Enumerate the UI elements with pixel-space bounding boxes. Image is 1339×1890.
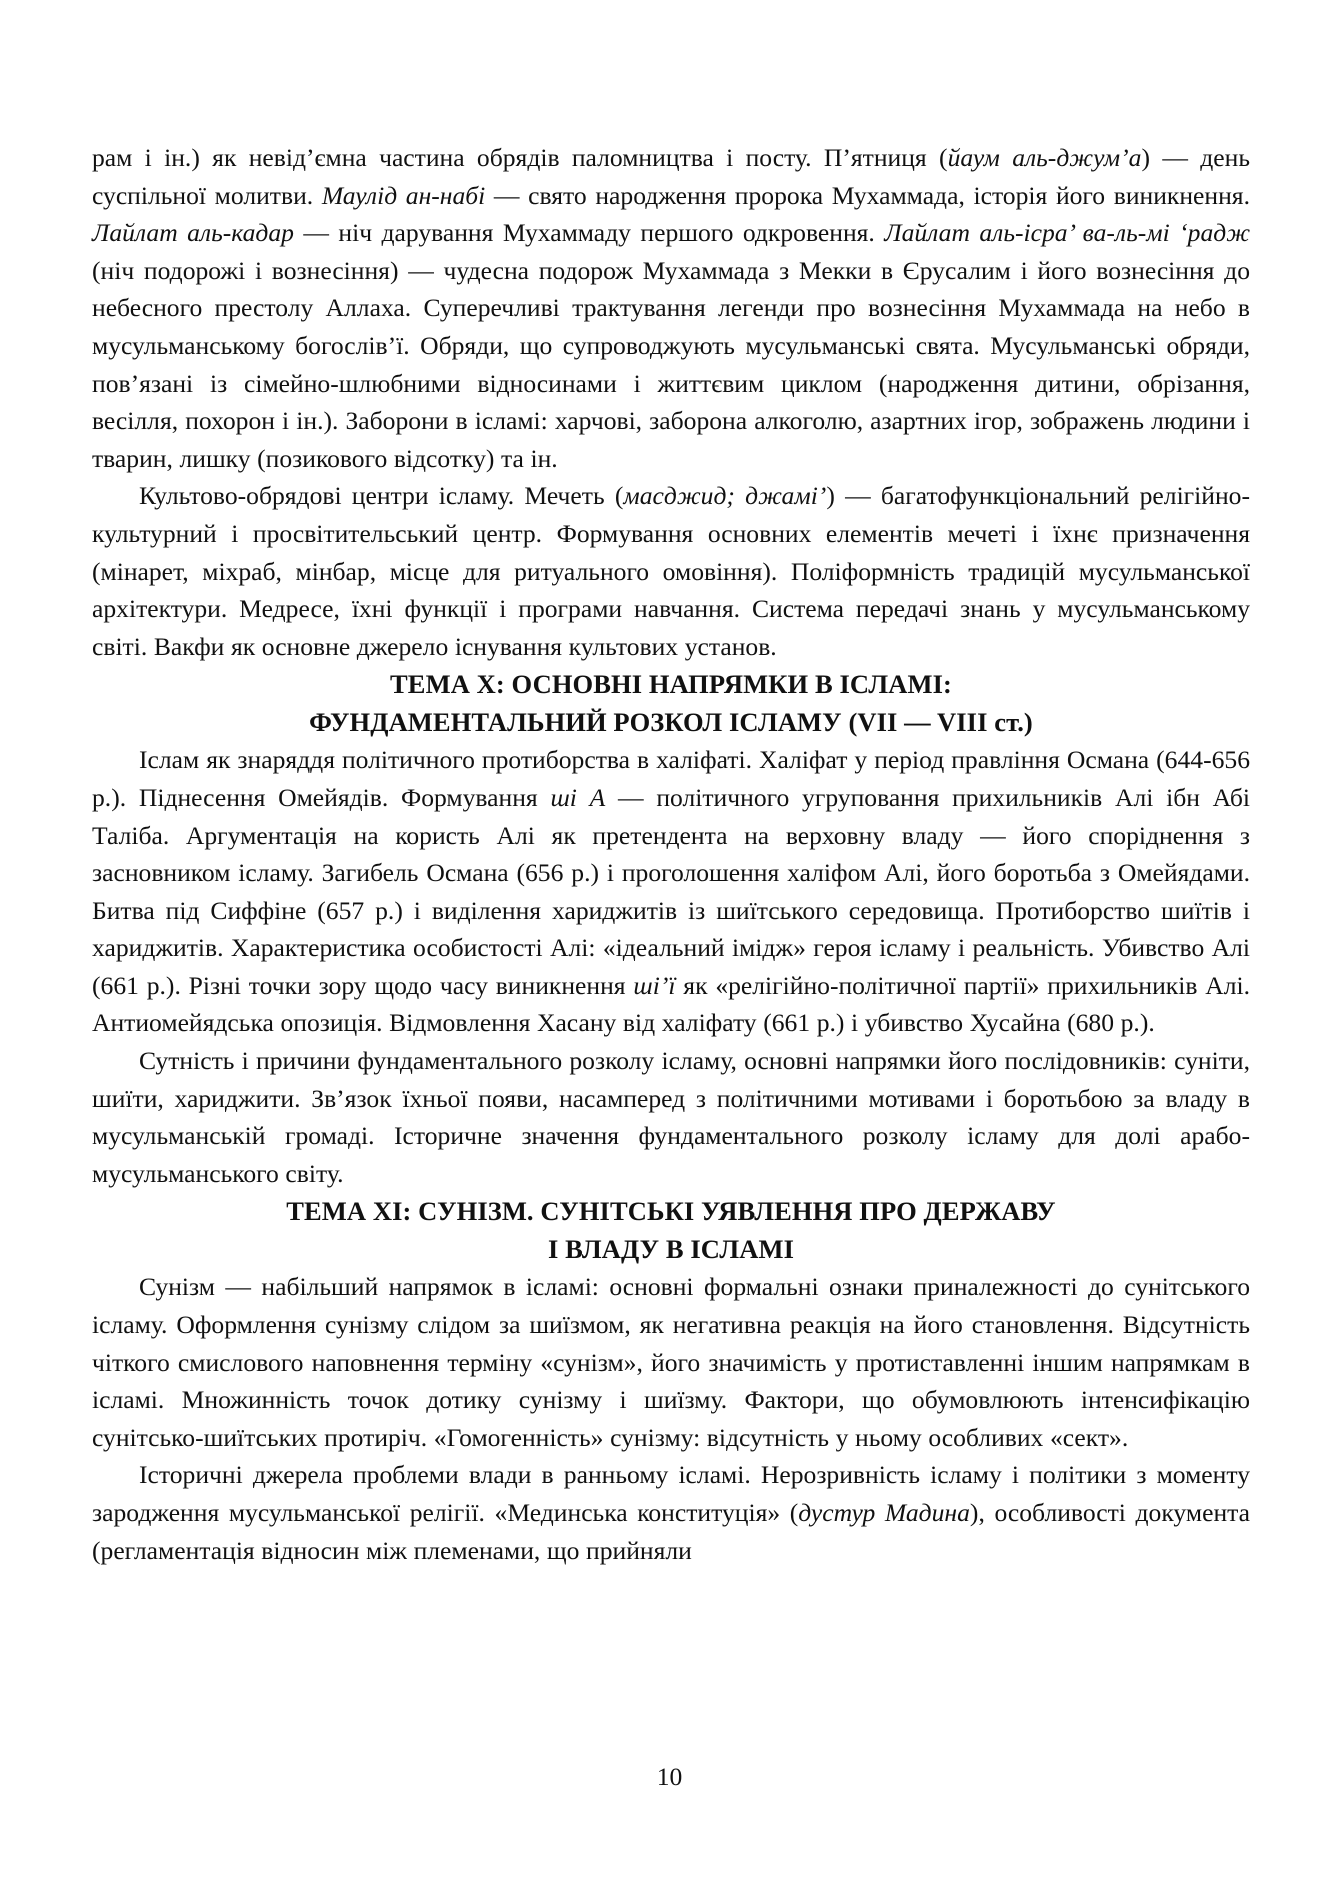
heading-tema-x-line-2: ФУНДАМЕНТАЛЬНИЙ РОЗКОЛ ІСЛАМУ (VII — VIII ст.) (309, 707, 1033, 738)
arabic-term-shia: ші А (550, 782, 606, 812)
arabic-term-laylat-al-isra: Лайлат аль-ісра’ ва-ль-мі ‘радж (884, 218, 1251, 248)
paragraph-rites-and-holidays (92, 139, 1250, 477)
heading-tema-x-line-1: ТЕМА X: ОСНОВНІ НАПРЯМКИ В ІСЛАМІ: (390, 669, 952, 700)
paragraph-text-run: (ніч подорожі і вознесіння) — чудесна подорож Мухаммада з Мекки в Єрусалим і його вознесіння до небесного престолу Аллаха. Суперечливі трактування легенди про вознесіння Мухаммада на небо в мусульманському богослів’ї. Обряди, що супроводжують мусульманські свята. Мусульманські обряди, пов’язані із сімейно-шлюбними відносинами і життєвим циклом (народження дитини, обрізання, весілля, похорон і ін.). Заборони в ісламі: харчові, заборона алкоголю, азартних ігор, зображень людини і тварин, лишку (позикового відсотку) та ін. (92, 255, 1250, 473)
arabic-term-shii: ші’ї (633, 970, 676, 1000)
heading-tema-xi-line-1: ТЕМА XI: СУНІЗМ. СУНІТСЬКІ УЯВЛЕННЯ ПРО ДЕРЖАВУ (286, 1196, 1056, 1227)
heading-tema-xi-line-2: І ВЛАДУ В ІСЛАМІ (547, 1234, 794, 1265)
paragraph-sunnism-overview: Сунізм — набільший напрямок в ісламі: основні формальні ознаки приналежності до сунітського ісламу. Оформлення сунізму слідом за шиїзмом, як негативна реакція на його становлення. Відсутність чіткого смислового наповнення терміну «сунізм», його значимість у протиставленні іншим напрямкам в ісламі. Множинність точок дотику сунізму і шиїзму. Фактори, що обумовлюють інтенсифікацію сунітсько-шиїтських протиріч. «Гомогенність» сунізму: відсутність у ньому особливих «сект». (92, 1272, 1250, 1452)
paragraph-text-run: — свято народження пророка Мухаммада, історія його виникнення. (485, 180, 1250, 210)
paragraph-text-run: ) — багатофункціональний релігійно-культурний і просвітительський центр. Формування основних елементів мечеті і їхнє призначення (мінарет, міхраб, мінбар, місце для ритуального омовіння). Поліформність традицій мусульманської архітектури. Медресе, їхні функції і програми навчання. Система передачі знань у мусульманському світі. Вакфи як основне джерело існування культових установ. (92, 481, 1250, 661)
paragraph-cult-centers (92, 477, 1250, 665)
heading-tema-xi (92, 1192, 1250, 1268)
arabic-term-dustur-madina: дустур Мадина (798, 1498, 970, 1527)
arabic-term-mawlid-an-nabi: Маулід ан-набі (321, 180, 486, 210)
arabic-term-yaum-al-jumaa: йаум аль-джум’а (947, 143, 1142, 172)
paragraph-text-run: Іслам як знаряддя політичного протиборства в халіфаті. Халіфат у період правління Османа (644-656 р.). Піднесення Омейядів. Формування (92, 745, 1250, 812)
paragraph-text-run: ), особливості документа (регламентація відносин між племенами, що прийняли (92, 1498, 1250, 1565)
paragraph-text-run: ) — день суспільної молитви. (92, 143, 1250, 210)
paragraph-text-run: — політичного угруповання прихильників Алі ібн Абі Таліба. Аргументація на користь Алі як претендента на верховну владу — його споріднення з засновником ісламу. Загибель Османа (656 р.) і проголошення халіфом Алі, його боротьба з Омейядами. Битва під Сиффіне (657 р.) і виділення хариджитів із шиїтського середовища. Протиборство шиїтів і хариджитів. Характеристика особистості Алі: «ідеальний імідж» героя ісламу і реальність. Убивство Алі (661 р.). Різні точки зору щодо часу виникнення (92, 782, 1250, 1000)
page-content (92, 139, 1250, 1569)
page-number: 10 (656, 1762, 683, 1791)
paragraph-text-run: Історичні джерела проблеми влади в ранньому ісламі. Нерозривність ісламу і політики з моменту зародження мусульманської релігії. «Мединська конституція» ( (92, 1460, 1250, 1527)
arabic-term-masjid-jami: масджид; джамі’ (623, 481, 827, 511)
paragraph-text-run: як «релігійно-політичної партії» прихильників Алі. Антиомейядська опозиція. Відмовлення Хасану від халіфату (661 р.) і убивство Хусайна (680 р.). (92, 970, 1251, 1038)
heading-tema-x (92, 665, 1250, 741)
paragraph-historical-sources-of-power (92, 1456, 1250, 1569)
paragraph-schism-essence: Сутність і причини фундаментального розколу ісламу, основні напрямки його послідовників: суніти, шиїти, хариджити. Зв’язок їхньої появи, насамперед з політичними мотивами і боротьбою за владу в мусульманській громаді. Історичне значення фундаментального розколу ісламу для долі арабо-мусульманського світу. (92, 1046, 1250, 1188)
paragraph-text-run: — ніч дарування Мухаммаду першого одкровення. (293, 218, 885, 248)
paragraph-text-run: Культово-обрядові центри ісламу. Мечеть ( (139, 481, 624, 511)
arabic-term-laylat-al-qadar: Лайлат аль-кадар (92, 218, 294, 248)
paragraph-text-run: рам і ін.) як невід’ємна частина обрядів паломництва і посту. П’ятниця ( (92, 143, 948, 172)
paragraph-islam-as-political-tool (92, 741, 1250, 1042)
